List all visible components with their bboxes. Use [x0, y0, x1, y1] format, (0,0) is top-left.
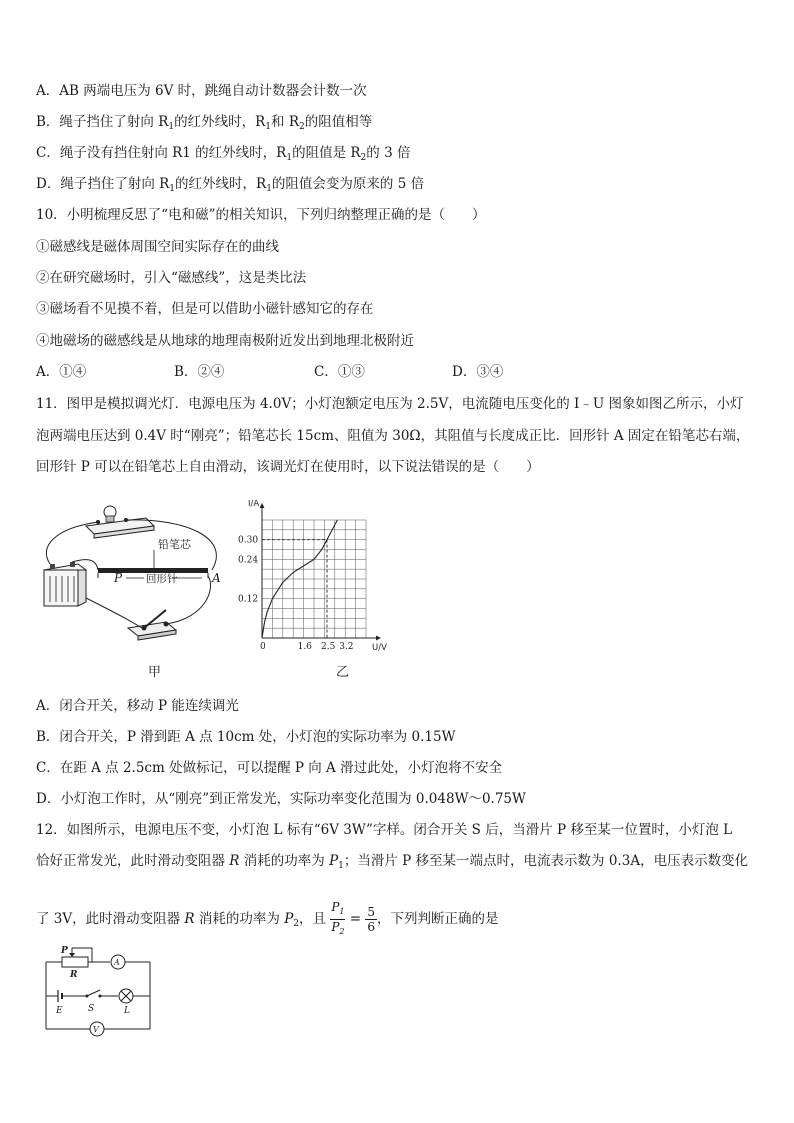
q11-stem-line-3: 回形针 P 可以在铅笔芯上自由滑动，该调光灯在使用时，以下说法错误的是（ ） [36, 459, 540, 475]
caption-yi: 乙 [336, 665, 350, 680]
q11-option-d: D．小灯泡工作时，从“刚亮”到正常发光，实际功率变化范围为 0.048W～0.75W [36, 791, 526, 807]
q10-option-d: D．③④ [452, 364, 504, 380]
label-pencil-lead: 铅笔芯 [158, 538, 191, 551]
q10-option-a: A．①④ [36, 364, 87, 380]
q10-option-c: C．①③ [314, 364, 365, 380]
y-tick-label: 0.24 [238, 555, 259, 566]
q10-item-2: ②在研究磁场时，引入“磁感线”，这是类比法 [36, 270, 307, 286]
q11-option-c: C．在距 A 点 2.5cm 处做标记，可以提醒 P 向 A 滑过此处，小灯泡将不安全 [36, 760, 503, 776]
q11-option-b: B．闭合开关，P 滑到距 A 点 10cm 处，小灯泡的实际功率为 0.15W [36, 729, 456, 745]
x-tick-label: 0 [260, 642, 266, 652]
figure-yi-iu-chart [232, 500, 392, 682]
label-q12-p: P [61, 946, 68, 956]
label-q12-a: A [114, 958, 120, 967]
q11-stem-line-1: 11．图甲是模拟调光灯．电源电压为 4.0V；小灯泡额定电压为 2.5V，电流随电压变化的 I﹣U 图象如图乙所示，小灯 [36, 396, 744, 412]
x-tick-label: 1.6 [297, 642, 312, 652]
y-tick-label: 0.12 [238, 594, 259, 605]
label-q12-v: V [93, 1025, 99, 1034]
q9-option-b: B．绳子挡住了射向 $R_1$的红外线时，$R_1$和 $R_2$的阻值相等 [36, 114, 373, 132]
q10-item-3: ③磁场看不见摸不着，但是可以借助小磁针感知它的存在 [36, 301, 374, 317]
switch-s-icon [87, 990, 100, 996]
x-tick-label: 3.2 [339, 642, 354, 652]
label-q12-r: R [70, 970, 78, 980]
label-q12-l: L [124, 1006, 130, 1016]
chart-ticks [238, 536, 354, 652]
label-q12-s: S [88, 1004, 95, 1014]
x-tick-label: 2.5 [321, 642, 336, 652]
q12-line-3: 了 3V，此时滑动变阻器 R 消耗的功率为 $P_2$，且 $\frac{P_1}{P_2}$ = $\frac{5}{6}$，下列判断正确的是 [36, 900, 499, 939]
q12-circuit-diagram [40, 944, 160, 1040]
x-axis-label: U/V [372, 643, 387, 653]
label-clip: 回形针 [146, 573, 178, 585]
q10-stem: 10．小明梳理反思了“电和磁”的相关知识，下列归纳整理正确的是（ ） [36, 207, 486, 223]
label-p: P [114, 571, 123, 585]
battery-icon [44, 562, 86, 606]
switch-icon [128, 610, 176, 640]
ratio-value: $\frac{5}{6}$ [367, 905, 376, 934]
q10-item-4: ④地磁场的磁感线是从地球的地理南极附近发出到地理北极附近 [36, 333, 414, 349]
x-axis-arrow [376, 636, 381, 641]
y-axis-arrow [260, 503, 265, 508]
q10-option-b: B．②④ [174, 364, 225, 380]
caption-jia: 甲 [148, 665, 162, 680]
label-q12-e: E [56, 1006, 63, 1016]
q11-stem-line-2: 泡两端电压达到 0.4V 时“刚亮”；铅笔芯长 15cm、阻值为 30Ω，其阻值与长度成正比．回形针 A 固定在铅笔芯右端， [36, 428, 750, 444]
rheostat-icon [62, 957, 88, 967]
q12-line-2: 恰好正常发光，此时滑动变阻器 R 消耗的功率为 $P_1$；当滑片 P 移至某一端点时，电流表示数为 0.3A，电压表示数变化 [36, 853, 749, 871]
q9-option-c: C．绳子没有挡住射向 R1 的红外线时，$R_1$的阻值是 $R_2$的 3 倍 [36, 145, 411, 163]
chart-axes [260, 503, 382, 641]
y-tick-label: 0.30 [238, 535, 259, 546]
q9-option-d: D．绳子挡住了射向 $R_1$的红外线时，$R_1$的阻值会变为原来的 5 倍 [36, 176, 425, 194]
ratio-fraction: $\frac{P_1}{P_2}$ [331, 900, 345, 936]
chart-grid [262, 520, 366, 638]
label-a: A [212, 571, 221, 585]
q9-option-a: A．AB 两端电压为 6V 时，跳绳自动计数器会计数一次 [36, 83, 367, 99]
q11-option-a: A．闭合开关，移动 P 能连续调光 [36, 698, 239, 714]
y-axis-label: I/A [248, 500, 260, 509]
figure-jia-circuit [36, 498, 236, 683]
q10-item-1: ①磁感线是磁体周围空间实际存在的曲线 [36, 239, 279, 255]
q12-line-1: 12．如图所示，电源电压不变，小灯泡 L 标有“6V 3W”字样。闭合开关 S 后，当滑片 P 移至某一位置时，小灯泡 L [36, 822, 733, 838]
